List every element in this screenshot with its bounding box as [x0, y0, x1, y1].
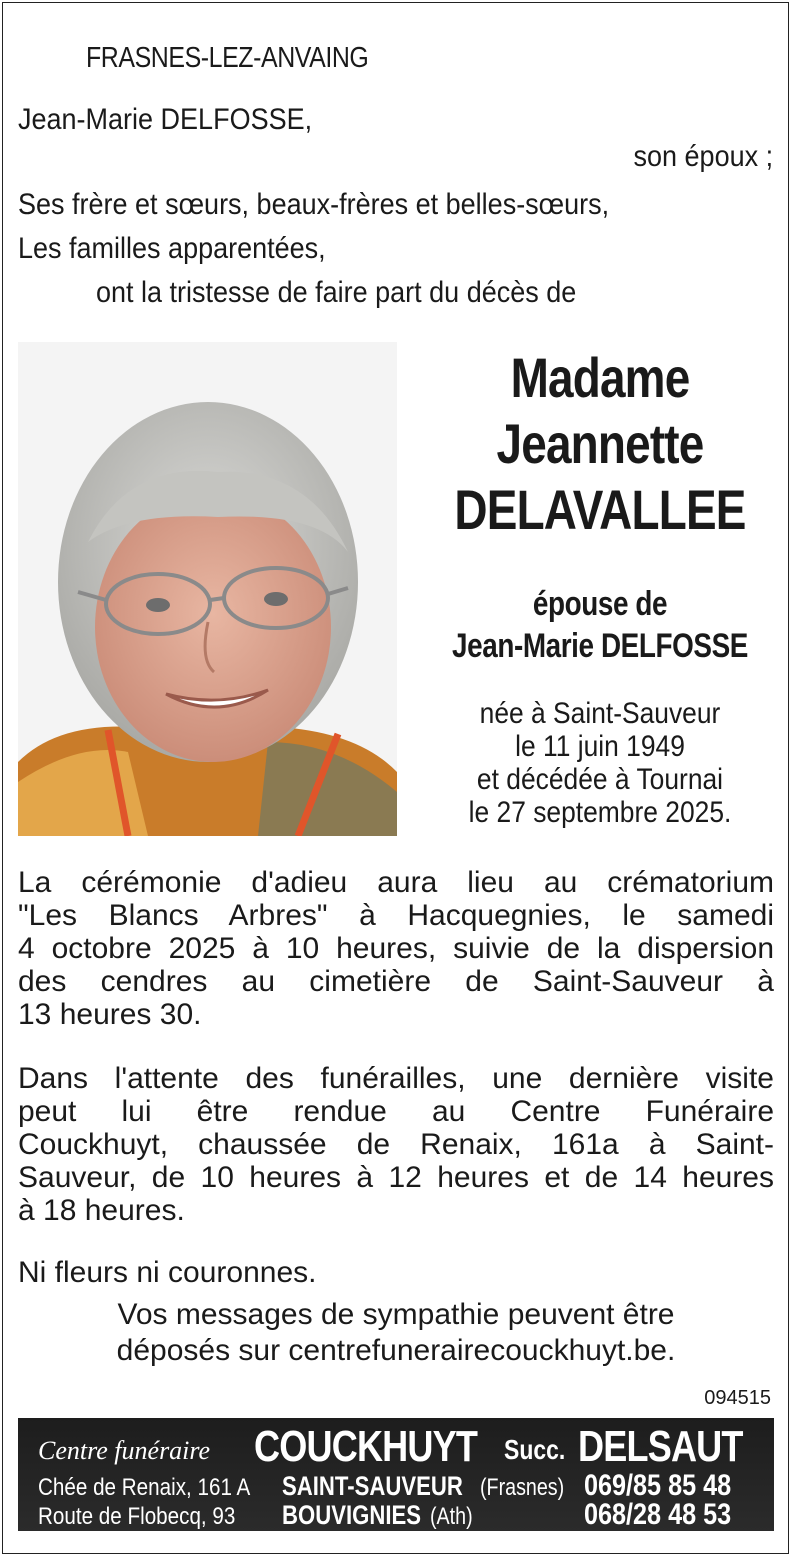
life-dates-block: [410, 697, 790, 829]
death-place: et décédée à Tournai: [476, 763, 724, 796]
flowers-note: [18, 1256, 774, 1289]
ceremony-line: 13 heures 30.: [18, 998, 202, 1031]
city-2-sub: (Ath): [430, 1503, 473, 1530]
deceased-portrait: [18, 342, 397, 836]
visit-line: à 18 heures.: [18, 1194, 185, 1227]
funeral-home-label: Centre funéraire: [38, 1436, 211, 1465]
visit-line: Sauveur, de 10 heures à 12 heures et de 14 heures: [18, 1161, 774, 1194]
ceremony-line: des cendres au cimetière de Saint-Sauveur à: [18, 965, 774, 998]
mourner-line-families: Les familles apparentées,: [18, 232, 326, 265]
visit-line: Couckhuyt, chaussée de Renaix, 161a à Saint-: [18, 1128, 774, 1161]
ceremony-line: "Les Blancs Arbres" à Hacquegnies, le samedi: [18, 899, 774, 932]
birth-date: le 11 juin 1949: [515, 730, 685, 763]
birth-place: née à Saint-Sauveur: [479, 697, 721, 730]
reference-number: 094515: [704, 1387, 771, 1409]
messages-line-2: déposés sur centrefunerairecouckhuyt.be.: [116, 1334, 676, 1367]
mourner-relation: son époux ;: [633, 140, 773, 173]
ceremony-paragraph: [18, 866, 774, 1031]
spouse-prefix: épouse de: [532, 585, 668, 623]
spouse-name: Jean-Marie DELFOSSE: [452, 627, 748, 665]
portrait-illustration: [18, 342, 397, 836]
death-date: le 27 septembre 2025.: [468, 796, 732, 829]
city-2: BOUVIGNIES: [282, 1500, 422, 1530]
city-1-sub: (Frasnes): [480, 1474, 565, 1501]
deceased-last-name: DELAVALLEE: [454, 478, 746, 541]
funeral-home-successor: DELSAUT: [578, 1422, 743, 1471]
spouse-block: [410, 583, 790, 667]
deceased-first-name: Jeannette: [496, 412, 704, 475]
mourner-line-spouse: Jean-Marie DELFOSSE,: [18, 103, 313, 136]
city-1: SAINT-SAUVEUR: [282, 1471, 463, 1501]
ceremony-line: La cérémonie d'adieu aura lieu au crématorium: [18, 866, 774, 899]
funeral-home-brand: COUCKHUYT: [254, 1422, 478, 1471]
deceased-title: Madame: [510, 346, 690, 409]
visit-line: peut lui être rendue au Centre Funéraire: [18, 1095, 774, 1128]
funeral-home-succ: Succ.: [504, 1434, 566, 1465]
announcement-line: ont la tristesse de faire part du décès de: [96, 276, 577, 309]
deceased-name-block: [410, 345, 790, 543]
address-2: Route de Flobecq, 93: [38, 1503, 236, 1530]
mourner-line-siblings: Ses frère et sœurs, beaux-frères et belles-sœurs,: [18, 188, 610, 221]
visit-paragraph: [18, 1062, 774, 1227]
funeral-home-banner: [18, 1418, 774, 1531]
address-1: Chée de Renaix, 161 A: [38, 1474, 251, 1501]
visit-line: Dans l'attente des funérailles, une dernière visite: [18, 1062, 774, 1095]
phone-2: 068/28 48 53: [584, 1498, 732, 1531]
phone-1: 069/85 85 48: [584, 1469, 732, 1502]
ceremony-line: 4 octobre 2025 à 10 heures, suivie de la dispersion: [18, 932, 774, 965]
flowers-text: Ni fleurs ni couronnes.: [18, 1256, 317, 1289]
messages-line-1: Vos messages de sympathie peuvent être: [117, 1298, 675, 1331]
locality-heading: FRASNES-LEZ-ANVAING: [86, 42, 369, 74]
